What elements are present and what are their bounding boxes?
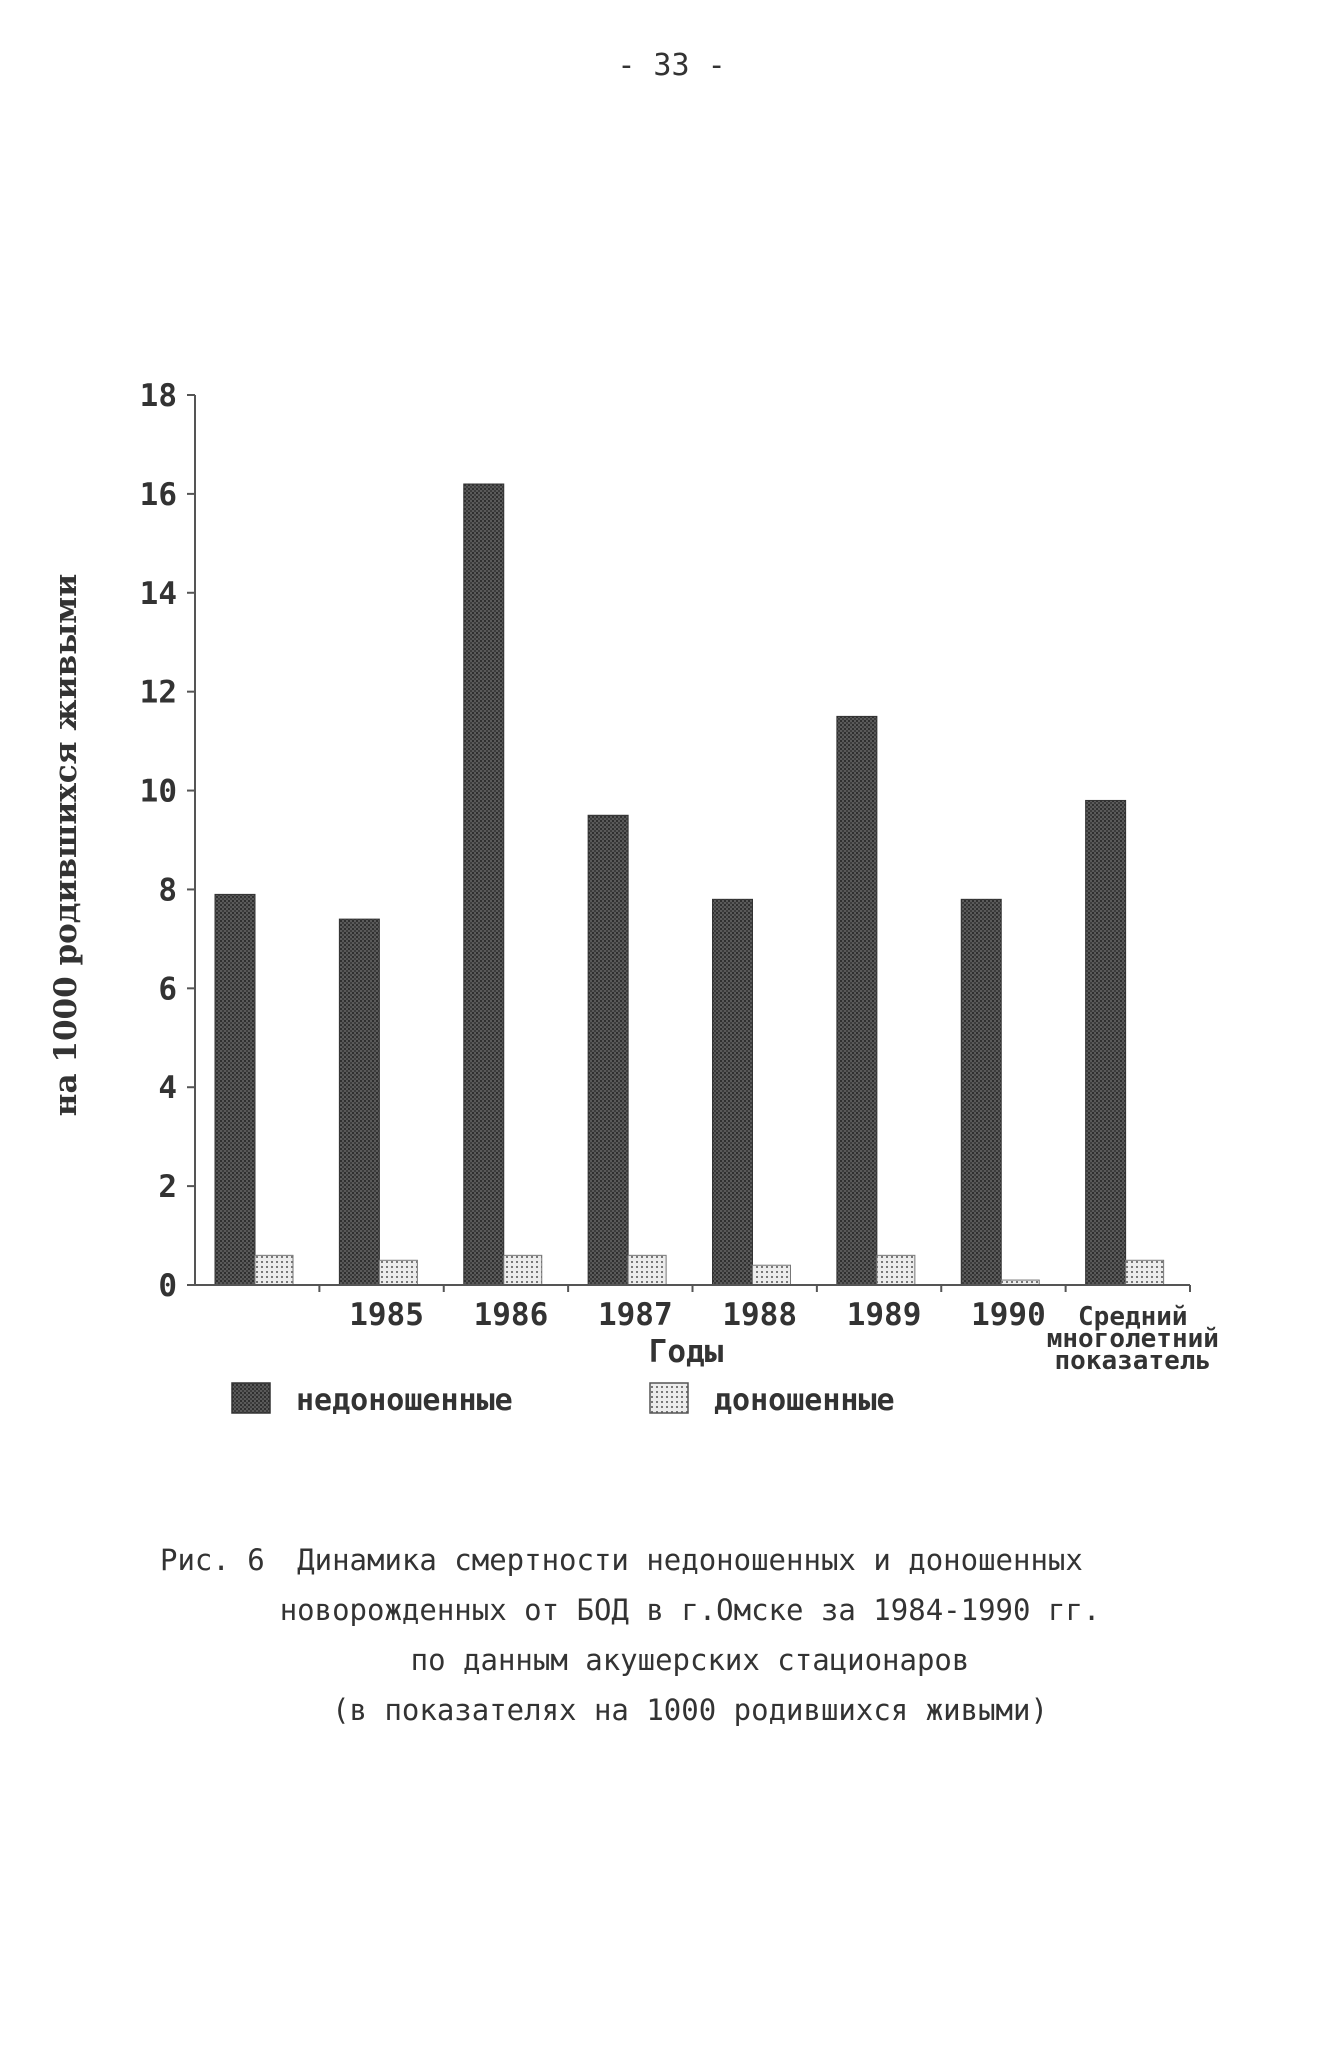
x-tick-label: 1988: [722, 1297, 798, 1333]
y-tick-label: 4: [158, 1070, 177, 1107]
x-tick-label: 1986: [473, 1297, 549, 1333]
caption-line: новорожденных от БОД в г.Омске за 1984-1990 гг.: [279, 1593, 1101, 1627]
y-tick-label: 6: [158, 971, 177, 1008]
caption-line: (в показателях на 1000 родившихся живыми): [332, 1693, 1048, 1727]
bar-premature: [837, 716, 877, 1285]
y-tick-label: 18: [139, 378, 177, 414]
bar-premature: [339, 919, 379, 1285]
legend-label: доношенные: [714, 1383, 895, 1418]
bar-premature: [713, 899, 753, 1285]
bar-fullterm: [628, 1255, 666, 1285]
y-axis-title: на 1000 родившихся живыми: [48, 573, 84, 1117]
bar-fullterm: [379, 1260, 417, 1285]
x-tick-label: 1987: [597, 1297, 673, 1333]
bar-premature: [588, 815, 628, 1285]
x-tick-label: Средний многолетний показатель: [1046, 1302, 1219, 1376]
bar-fullterm: [877, 1255, 915, 1285]
y-tick-label: 16: [139, 476, 177, 513]
y-axis: [140, 378, 195, 1304]
x-tick-label: 1989: [846, 1297, 922, 1333]
x-tick-label: 1990: [971, 1297, 1046, 1333]
bars: [215, 484, 1164, 1285]
y-tick-label: 8: [158, 872, 177, 909]
y-tick-label: 10: [139, 773, 177, 810]
bar-fullterm: [753, 1265, 791, 1285]
legend: [232, 1383, 895, 1418]
y-tick-label: 2: [158, 1169, 177, 1206]
bar-premature: [961, 899, 1001, 1285]
legend-swatch-fullterm: [650, 1383, 688, 1413]
x-tick-label: 1985: [349, 1297, 424, 1333]
page-number: - 33 -: [617, 48, 726, 83]
bar-fullterm: [1126, 1260, 1164, 1285]
bar-premature: [215, 894, 255, 1285]
legend-label: недоношенные: [296, 1383, 513, 1418]
y-tick-label: 0: [158, 1268, 177, 1304]
bar-fullterm: [255, 1255, 293, 1285]
caption-label: Рис. 6: [160, 1543, 265, 1577]
bar-premature: [1086, 800, 1126, 1285]
bar-fullterm: [504, 1255, 542, 1285]
legend-swatch-premature: [232, 1383, 270, 1413]
y-tick-label: 12: [139, 674, 177, 711]
caption-line: Динамика смертности недоношенных и доношенных: [297, 1543, 1083, 1577]
bar-premature: [464, 484, 504, 1285]
caption-line: по данным акушерских стационаров: [410, 1643, 970, 1677]
x-axis-title: Годы: [648, 1334, 724, 1370]
y-tick-label: 14: [139, 575, 177, 612]
